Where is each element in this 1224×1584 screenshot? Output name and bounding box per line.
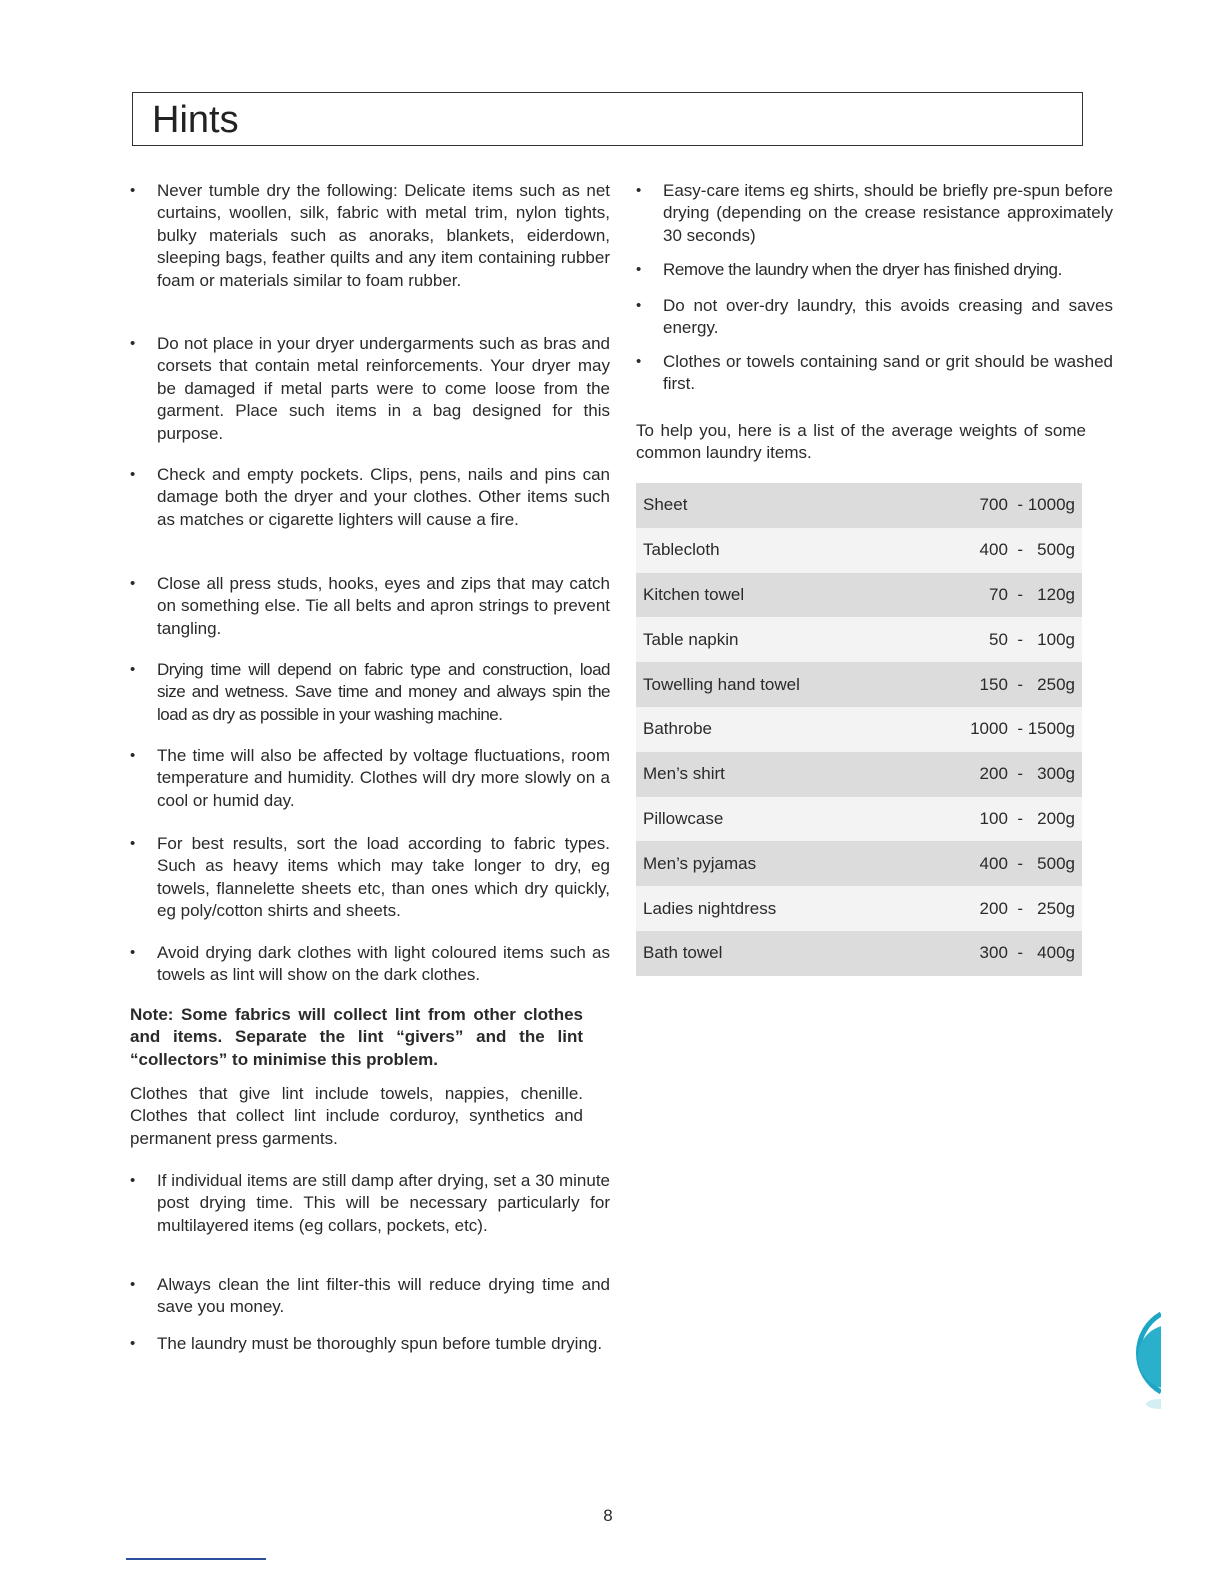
item-weight: 70 - 120g: [899, 573, 1082, 618]
table-row: [636, 931, 1082, 976]
table-row: [636, 662, 1082, 707]
hint-item: • For best results, sort the load according to fabric types. Such as heavy items which may take longer to dry, eg towels, flannelette sheets etc, than ones which dry quickly, eg poly/cotton shirts and sheets.: [130, 833, 610, 923]
item-name: Ladies nightdress: [636, 886, 899, 931]
item-weight: 200 - 300g: [899, 752, 1082, 797]
item-name: Bathrobe: [636, 707, 899, 752]
page-title: Hints: [152, 99, 239, 141]
item-weight: 150 - 250g: [899, 662, 1082, 707]
item-name: Pillowcase: [636, 797, 899, 842]
footer-rule: [126, 1558, 266, 1560]
item-name: Kitchen towel: [636, 573, 899, 618]
title-box: [132, 92, 1083, 146]
hint-item: • Never tumble dry the following: Delicate items such as net curtains, woollen, silk, fabric with metal trim, nylon tights, bulky materials such as anoraks, blankets, eiderdown, sleeping bags, feather quilts and any item containing rubber foam or materials similar to foam rubber.: [130, 180, 610, 292]
item-weight: 400 - 500g: [899, 841, 1082, 886]
item-weight: 400 - 500g: [899, 528, 1082, 573]
table-row: [636, 483, 1082, 528]
hint-item: • Drying time will depend on fabric type and construction, load size and wetness. Save time and money and always spin the load as dry as possible in your washing machine.: [130, 659, 610, 726]
lint-paragraph: Clothes that give lint include towels, nappies, chenille. Clothes that collect lint include corduroy, synthetics and permanent press garments.: [130, 1084, 583, 1148]
item-name: Sheet: [636, 483, 899, 528]
hint-item: • Avoid drying dark clothes with light coloured items such as towels as lint will show on the dark clothes.: [130, 942, 610, 987]
item-weight: 100 - 200g: [899, 797, 1082, 842]
hint-item: • Check and empty pockets. Clips, pens, nails and pins can damage both the dryer and your clothes. Other items such as matches or cigarette lighters will cause a fire.: [130, 464, 610, 531]
hint-item: • Always clean the lint filter-this will reduce drying time and save you money.: [130, 1274, 610, 1319]
weights-table: [636, 483, 1082, 976]
table-row: [636, 886, 1082, 931]
hint-item: • The time will also be affected by voltage fluctuations, room temperature and humidity. Clothes will dry more slowly on a cool or humid day.: [130, 745, 610, 812]
table-row: [636, 752, 1082, 797]
hint-item: • The laundry must be thoroughly spun before tumble drying.: [130, 1333, 610, 1355]
page-number: 8: [603, 1506, 613, 1525]
hint-item: • Do not place in your dryer undergarments such as bras and corsets that contain metal reinforcements. Your dryer may be damaged if metal parts were to come loose from the garment. Place such items in a bag designed for this purpose.: [130, 333, 610, 445]
item-name: Table napkin: [636, 617, 899, 662]
brand-logo-icon: [1130, 1312, 1161, 1412]
item-weight: 1000 - 1500g: [899, 707, 1082, 752]
hint-item: • Clothes or towels containing sand or grit should be washed first.: [636, 351, 1113, 396]
table-row: [636, 528, 1082, 573]
table-row: [636, 841, 1082, 886]
hint-item: • If individual items are still damp after drying, set a 30 minute post drying time. This will be necessary particularly for multilayered items (eg collars, pockets, etc).: [130, 1170, 610, 1237]
table-row: [636, 707, 1082, 752]
item-name: Men’s pyjamas: [636, 841, 899, 886]
item-weight: 200 - 250g: [899, 886, 1082, 931]
hint-item: • Do not over-dry laundry, this avoids creasing and saves energy.: [636, 295, 1113, 340]
item-weight: 700 - 1000g: [899, 483, 1082, 528]
hint-item: • Easy-care items eg shirts, should be briefly pre-spun before drying (depending on the crease resistance approximately 30 seconds): [636, 180, 1113, 247]
weights-intro: To help you, here is a list of the average weights of some common laundry items.: [636, 421, 1086, 463]
item-weight: 50 - 100g: [899, 617, 1082, 662]
item-name: Bath towel: [636, 931, 899, 976]
lint-note: Note: Some fabrics will collect lint from other clothes and items. Separate the lint “givers” and the lint “collectors” to minimise this problem.: [130, 1005, 583, 1069]
table-row: [636, 797, 1082, 842]
item-weight: 300 - 400g: [899, 931, 1082, 976]
table-row: [636, 617, 1082, 662]
hint-item: • Remove the laundry when the dryer has finished drying.: [636, 259, 1113, 281]
item-name: Towelling hand towel: [636, 662, 899, 707]
table-row: [636, 573, 1082, 618]
item-name: Tablecloth: [636, 528, 899, 573]
hint-item: • Close all press studs, hooks, eyes and zips that may catch on something else. Tie all belts and apron strings to prevent tangling.: [130, 573, 610, 640]
item-name: Men’s shirt: [636, 752, 899, 797]
